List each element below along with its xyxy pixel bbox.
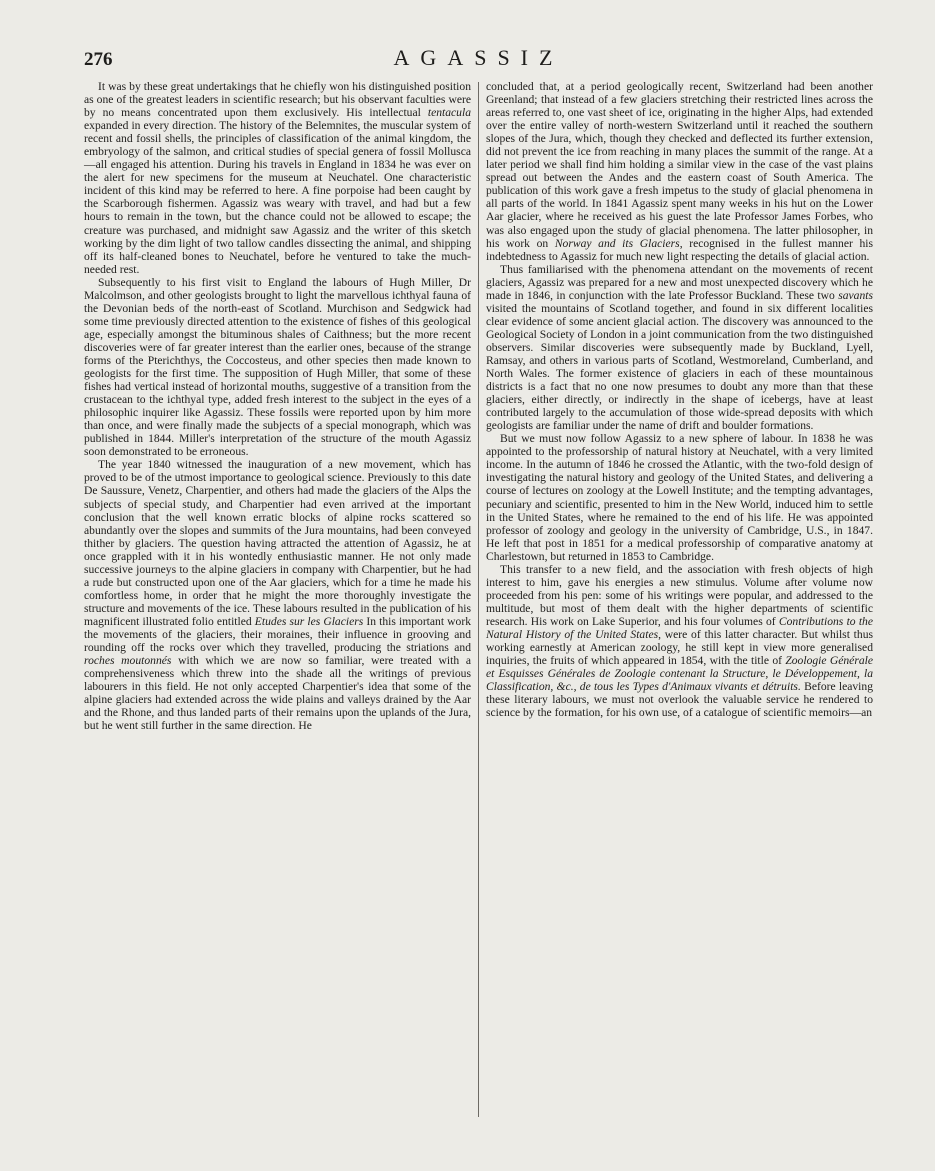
text-run: But we must now follow Agassiz to a new sphere of labour. In 1838 he was appointed to the professorship of natural history at Neuchatel, with a very limited income. In the autumn of 1846 he crossed the Atlantic, with the two-fold design of investigating the natural history and geology of the United States, and delivering a course of lectures on zoology at the Lowell Institute; and the tempting advantages, pecuniary and scientific, presented to him in the New World, induced him to settle in the United States, where he remained to the end of his life. He was appointed professor of zoology and geology in the university of Cambridge, U.S., in 1847. He left that post in 1851 for a medical professorship of comparative anatomy at Charlestown, but returned in 1853 to Cambridge. <box>486 432 873 563</box>
italic-text: Norway and its Glaciers <box>554 236 680 250</box>
italic-text: Contributions to the Natural History of the United States <box>486 614 874 641</box>
italic-text: tentacula <box>427 106 471 120</box>
text-run: concluded that, at a period geologically recent, Switzerland had been another Greenland; that instead of a few glaciers stretching their restricted lines across the areas referred to, one vast sheet of ice, originating in the higher Alps, had extended over the entire valley of north-western Switzerland until it reached the southern slopes of the Jura, which, though they checked and deflected its further extension, did not prevent the ice from reaching in many places the summit of the range. At a later period we shall find him holding a similar view in the case of the vast plains spread out between the Andes and the eastern coast of South America. The publication of this work gave a fresh impetus to the study of glacial phenomena in all parts of the world. In 1841 Agassiz spent many weeks in his hut on the Lower Aar glacier, where he received as his guest the late Professor James Forbes, who was also engaged upon the study of glacial phenomena. The latter philosopher, in his work on <box>486 80 873 250</box>
page-number: 276 <box>84 49 113 70</box>
italic-text: Zoologie Générale et Esquisses Générales de Zoologie contenant la Structure, le Développement, la Classification, &c., de tous les Types d'Animaux vivants et détruits. <box>486 654 873 694</box>
text-run: with which we are now so familiar, were treated with a comprehensiveness which threw into the shade all the writings of previous labourers in this field. He not only accepted Charpentier's idea that some of the alpine glaciers had extended across the wide plains and valleys drained by the Aar and the Rhone, and thus landed parts of their remains upon the uplands of the Jura, but he went still further in the same direction. He <box>84 654 471 733</box>
text-run: expanded in every direction. The history of the Belemnites, the muscular system of recent and fossil shells, the principles of classification of the animal kingdom, the embryology of the salmon, and critical studies of special genera of fossil Mollusca—all engaged his attention. During his travels in England in 1834 he was ever on the alert for new specimens for the museum at Neuchatel. One characteristic incident of this kind may be referred to here. A fine porpoise had been caught by the Scarborough fishermen. Agassiz was weary with travel, and had but a few hours to remain in the town, but the chance could not be allowed to escape; the creature was purchased, and midnight saw Agassiz and the writer of this sketch working by the dim light of two tallow candles dissecting the animal, and shipping off its half-cleaned bones to Neuchatel, before he ventured to take the much-needed rest. <box>84 119 471 276</box>
italic-text: Etudes sur les Glaciers <box>254 614 364 628</box>
paragraph <box>486 263 873 433</box>
italic-text: savants <box>838 288 873 302</box>
paragraph <box>84 80 471 276</box>
paragraph <box>486 80 873 263</box>
paragraph <box>84 276 471 459</box>
text-run: , were of this latter character. But whilst thus working earnestly at American zoology, he still kept in view more generalised inquiries, the fruits of which appeared in 1854, with the title of <box>486 627 873 668</box>
text-run: visited the mountains of Scotland together, and found in six different localities clear evidence of some ancient glacial action. The discovery was announced to the Geological Society of London in a joint communication from the two distinguished observers. Similar discoveries were subsequently made by Buckland, Lyell, Ramsay, and others in various parts of Scotland, Westmoreland, Cumberland, and North Wales. The former existence of glaciers in each of these mountainous districts is a fact that no one now presumes to doubt any more than that these glaciers, either directly, or indirectly in the shape of icebergs, have at least contributed largely to the accumulation of those wide-spread deposits with which geologists are familiar under the name of drift and boulder formations. <box>486 301 873 433</box>
running-title: AGASSIZ <box>393 45 564 70</box>
paragraph <box>486 563 873 720</box>
text-run: Before leaving these literary labours, we must not overlook the valuable service he rendered to science by the formation, for his own use, of a catalogue of scientific memoirs—an <box>486 680 874 720</box>
text-run: Thus familiarised with the phenomena attendant on the movements of recent glaciers, Agassiz was prepared for a new and most unexpected discovery which he made in 1846, in conjunction with the late Professor Buckland. These two <box>486 262 873 302</box>
text-run: , recognised in the fullest manner his indebtedness to Agassiz for much new light respecting the details of glacial action. <box>486 236 873 263</box>
text-run: Subsequently to his first visit to England the labours of Hugh Miller, Dr Malcolmson, and other geologists brought to light the marvellous ichthyal fauna of the Devonian beds of the north-east of Scotland. Murchison and Sedgwick had some time previously directed attention to the existence of fishes of this geological age, especially amongst the bituminous shales of Caithness; but the more recent discoveries were of far greater interest than the earlier ones, because of the strange forms of the Pterichthys, the Coccosteus, and other species then made known to geologists for the first time. The supposition of Hugh Miller, that some of these fishes had vertical instead of horizontal mouths, suggestive of a transition from the crustacean to the ichthyal type, added fresh interest to the subject in the eyes of a philosophic inquirer like Agassiz. These fossils were reported upon by him more than once, and were finally made the subjects of a special monograph, which was published in 1844. Miller's interpretation of the structure of the mouth Agassiz soon demonstrated to be erroneous. <box>84 275 471 459</box>
right-column <box>486 80 873 1117</box>
text-run: It was by these great undertakings that he chiefly won his distinguished position as one of the greatest leaders in scientific research; but his observant faculties were by no means concentrated upon them exclusively. His intellectual <box>84 80 471 120</box>
text-run: This transfer to a new field, and the association with fresh objects of high interest to him, gave his energies a new stimulus. Volume after volume now proceeded from his pen: some of his writings were popular, and addressed to the multitude, but most of them dealt with the higher departments of scientific research. His work on Lake Superior, and his four volumes of <box>486 562 873 628</box>
text-columns <box>84 80 873 1117</box>
italic-text: roches moutonnés <box>84 654 172 668</box>
text-run: The year 1840 witnessed the inauguration of a new movement, which has proved to be of the utmost importance to geological science. Previously to this date De Saussure, Venetz, Charpentier, and others had made the glaciers of the Alps the subjects of special study, and Charpentier had even arrived at the important conclusion that the well known erratic blocks of alpine rocks scattered so abundantly over the slopes and summits of the Jura mountains, had been conveyed thither by glaciers. The question having attracted the attention of Agassiz, he at once grappled with it in his wontedly enthusiastic manner. He not only made successive journeys to the alpine glaciers in company with Charpentier, but he had a rude but constructed upon one of the Aar glaciers, which for a time he made his comfortless home, in order that he might the more thoroughly investigate the structure and movements of the ice. These labours resulted in the publication of his magnificent illustrated folio entitled <box>84 458 471 628</box>
paragraph <box>84 458 471 732</box>
text-run: In this important work the movements of the glaciers, their moraines, their influence in grooving and rounding off the rocks over which they travelled, producing the striations and <box>84 614 471 655</box>
page-header <box>84 0 873 80</box>
column-rule <box>478 82 479 1117</box>
left-column <box>84 80 471 1117</box>
paragraph <box>486 432 873 562</box>
